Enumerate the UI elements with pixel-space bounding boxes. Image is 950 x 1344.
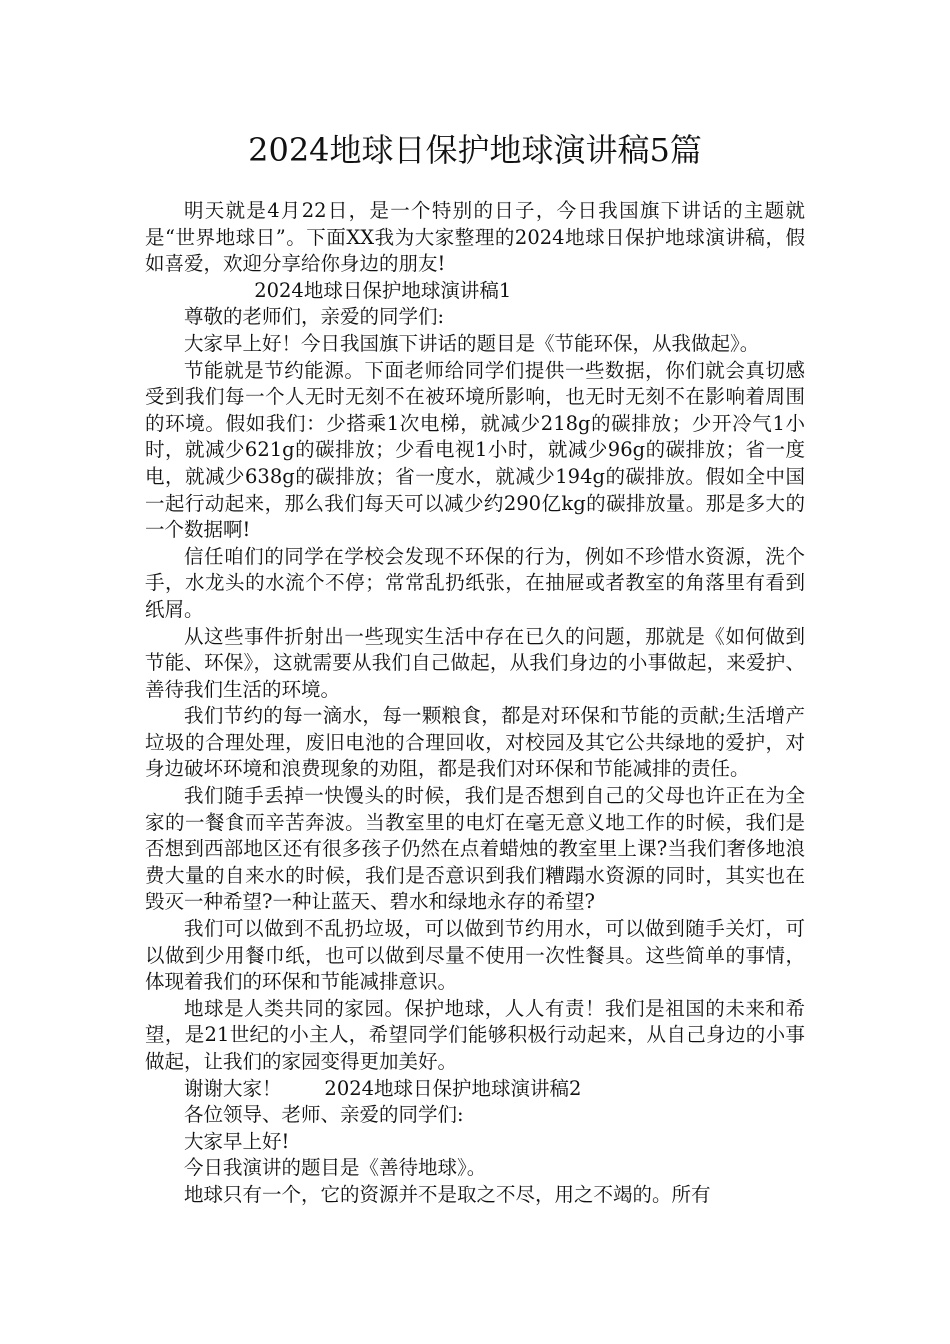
document-body <box>145 198 805 1209</box>
speech-1-paragraph-5: 我们随手丢掉一快馒头的时候，我们是否想到自己的父母也许正在为全家的一餐食而辛苦奔波。当教室里的电灯在毫无意义地工作的时候，我们是否想到西部地区还有很多孩子仍然在点着蜡烛的教室里上课?当我们奢侈地浪费大量的自来水的时候，我们是否意识到我们糟蹋水资源的同时，其实也在毁灭一种希望?一种让蓝天、碧水和绿地永存的希望? <box>145 784 805 914</box>
speech-2-greeting: 大家早上好! <box>184 1129 290 1153</box>
speech-1-thanks: 谢谢大家！ <box>184 1076 282 1100</box>
speech-1-paragraph-6: 我们可以做到不乱扔垃圾，可以做到节约用水，可以做到随手关灯，可以做到少用餐巾纸，也可以做到尽量不使用一次性餐具。这些简单的事情，体现着我们的环保和节能减排意识。 <box>145 917 805 994</box>
speech-2-paragraph-1: 地球只有一个，它的资源并不是取之不尽，用之不竭的。所有 <box>184 1182 711 1206</box>
thanks-and-speech-2-heading <box>145 1076 805 1103</box>
speech-2-heading: 2024地球日保护地球演讲稿2 <box>324 1076 582 1100</box>
speech-1-paragraph-1: 节能就是节约能源。下面老师给同学们提供一些数据，你们就会真切感受到我们每一个人无时无刻不在被环境所影响，也无时无刻不在影响着周围的环境。假如我们：少搭乘1次电梯，就减少218g的碳排放；少开冷气1小时，就减少621g的碳排放；少看电视1小时，就减少96g的碳排放；省一度电，就减少638g的碳排放；省一度水，就减少194g的碳排放。假如全中国一起行动起来，那么我们每天可以减少约290亿kg的碳排放量。那是多大的一个数据啊! <box>145 358 805 542</box>
speech-2-salutation: 各位领导、老师、亲爱的同学们: <box>184 1103 464 1127</box>
speech-2-topic: 今日我演讲的题目是《善待地球》。 <box>184 1156 487 1180</box>
speech-1-paragraph-2: 信任咱们的同学在学校会发现不环保的行为，例如不珍惜水资源，洗个手，水龙头的水流个不停；常常乱扔纸张，在抽屉或者教室的角落里有看到纸屑。 <box>145 544 805 621</box>
speech-1-paragraph-3: 从这些事件折射出一些现实生活中存在已久的问题，那就是《如何做到节能、环保》，这就需要从我们自己做起，从我们身边的小事做起，来爱护、善待我们生活的环境。 <box>145 624 805 701</box>
speech-1-paragraph-4: 我们节约的每一滴水，每一颗粮食，都是对环保和节能的贡献;生活增产垃圾的合理处理，废旧电池的合理回收，对校园及其它公共绿地的爱护，对身边破坏环境和浪费现象的劝阻，都是我们对环保和节能减排的责任。 <box>145 704 805 781</box>
speech-1-heading: 2024地球日保护地球演讲稿1 <box>254 278 512 302</box>
speech-1-salutation: 尊敬的老师们，亲爱的同学们: <box>184 305 445 329</box>
intro-paragraph: 明天就是4月22日，是一个特别的日子，今日我国旗下讲话的主题就是“世界地球日”。下面XX我为大家整理的2024地球日保护地球演讲稿，假如喜爱，欢迎分享给你身边的朋友! <box>145 199 805 276</box>
document-title: 2024地球日保护地球演讲稿5篇 <box>248 131 702 169</box>
speech-1-greeting: 大家早上好！今日我国旗下讲话的题目是《节能环保，从我做起》。 <box>184 331 760 355</box>
speech-1-paragraph-7: 地球是人类共同的家园。保护地球，人人有责！我们是祖国的未来和希望，是21世纪的小主人，希望同学们能够积极行动起来，从自己身边的小事做起，让我们的家园变得更加美好。 <box>145 996 805 1073</box>
